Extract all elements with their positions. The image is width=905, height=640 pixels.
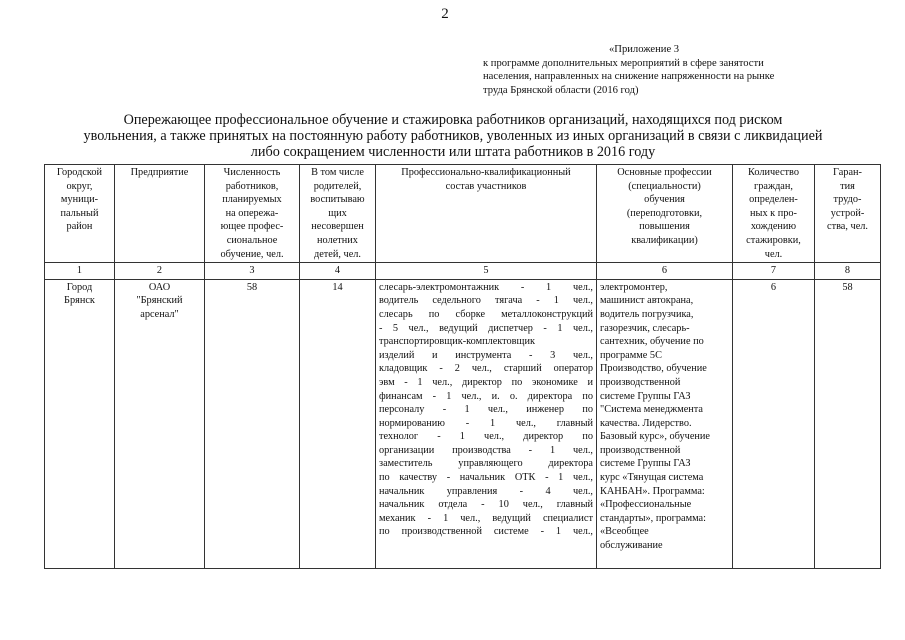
title-line: Опережающее профессиональное обучение и стажировка работников организаций, находящихся под риском — [123, 112, 783, 128]
header-text-line: Предприятие — [130, 167, 189, 178]
column-number-row — [45, 263, 881, 280]
header-text-line: муници- — [60, 194, 99, 206]
header-composition — [376, 165, 597, 263]
training-table — [44, 164, 881, 569]
appendix-line: к программе дополнительных мероприятий в сфере занятости — [483, 57, 764, 69]
header-text-line: обучения — [644, 194, 685, 206]
header-enterprise — [115, 165, 205, 263]
enterprise-line: "Брянский — [136, 295, 183, 307]
profession-line: машинист автокрана, — [600, 295, 694, 307]
profession-line: курс «Тянущая система — [600, 472, 704, 484]
cell-guarantee: 58 — [815, 279, 881, 568]
composition-line: кладовщик - 2 чел., старший оператор — [379, 363, 593, 375]
header-text-line: состав участников — [445, 180, 527, 192]
profession-line: электромонтер, — [600, 281, 668, 293]
composition-line: заместитель управляющего директора — [379, 458, 593, 470]
header-row — [45, 165, 881, 263]
profession-line: газорезчик, слесарь- — [600, 322, 690, 334]
profession-line: обслуживание — [600, 540, 663, 552]
header-text-line: на опережа- — [225, 207, 279, 219]
page-number: 2 — [441, 6, 449, 22]
header-text-line: устрой- — [830, 207, 865, 219]
appendix-line: труда Брянской области (2016 год) — [483, 84, 639, 96]
profession-line: системе Группы ГАЗ — [600, 390, 691, 402]
header-guarantee — [815, 165, 881, 263]
title-line: либо сокращением численности или штата работников в 2016 году — [250, 144, 656, 160]
composition-line: механик - 1 чел., ведущий специалист — [379, 512, 593, 524]
profession-line: «Профессиональные — [600, 499, 692, 511]
header-professions — [597, 165, 733, 263]
composition-line: слесарь-электромонтажник - 1 чел., — [379, 281, 593, 293]
header-planned — [205, 165, 300, 263]
district-line: Брянск — [64, 295, 95, 307]
header-text-line: планируемых — [222, 194, 282, 206]
enterprise-line: арсенал" — [140, 308, 179, 320]
profession-line: «Всеобщее — [600, 526, 649, 538]
document-title — [28, 112, 878, 160]
profession-line: стандарты», программа: — [600, 512, 706, 524]
cell-parents: 14 — [300, 279, 376, 568]
header-text-line: район — [66, 221, 93, 233]
header-text-line: ных к про- — [750, 207, 797, 219]
column-number: 8 — [815, 263, 881, 280]
composition-line: финансам - 1 чел., и. о. директора по — [379, 390, 593, 402]
header-text-line: тия — [840, 180, 855, 192]
header-text-line: Городской — [56, 167, 103, 178]
header-text-line: В том числе — [311, 167, 364, 178]
profession-line: Базовый курс», обучение — [600, 431, 711, 443]
header-text-line: чел. — [764, 248, 783, 260]
header-text-line: нолетних — [317, 234, 358, 246]
header-text-line: ства, чел. — [827, 221, 868, 233]
profession-line: системе Группы ГАЗ — [600, 458, 691, 470]
composition-line: изделий и инструмента - 3 чел., — [379, 349, 593, 361]
cell-internship: 6 — [733, 279, 815, 568]
composition-line: слесарь по сборке металлоконструкций — [379, 308, 593, 320]
header-text-line: щих — [328, 207, 347, 219]
composition-line: транспортировщик-комплектовщик — [379, 336, 535, 348]
header-text-line: Основные профессии — [617, 167, 712, 178]
header-text-line: граждан, — [754, 180, 793, 192]
title-line: увольнения, а также принятых на постоянную работу работников, уволенных из иных организаций в связи с ликвидацией — [83, 128, 823, 144]
composition-line: эвм - 1 чел., директор по экономике и — [379, 376, 593, 388]
composition-line: организации производства - 1 чел., — [379, 444, 593, 456]
profession-line: производственной — [600, 444, 681, 456]
profession-line: водитель погрузчика, — [600, 308, 694, 320]
district-line: Город — [66, 281, 93, 293]
composition-line: - 5 чел., ведущий диспетчер - 1 чел., — [379, 322, 593, 334]
profession-line: "Система менеджмента — [600, 404, 703, 416]
profession-line: КАНБАН». Программа: — [600, 485, 705, 497]
header-internship — [733, 165, 815, 263]
header-text-line: (специальности) — [628, 180, 701, 192]
composition-line: начальник отдела - 10 чел., главный — [379, 499, 593, 511]
header-text-line: хождению — [750, 221, 797, 233]
header-district — [45, 165, 115, 263]
profession-line: Производство, обучение — [600, 363, 707, 375]
appendix-line: «Приложение 3 — [609, 44, 680, 55]
header-text-line: сиональное — [226, 234, 278, 246]
header-text-line: определен- — [749, 194, 798, 206]
header-parents — [300, 165, 376, 263]
column-number: 4 — [300, 263, 376, 280]
header-text-line: трудо- — [833, 194, 862, 206]
header-text-line: обучение, чел. — [220, 248, 284, 260]
column-number: 7 — [733, 263, 815, 280]
cell-professions — [597, 279, 733, 568]
column-number: 5 — [376, 263, 597, 280]
appendix-line: населения, направленных на снижение напряженности на рынке — [483, 71, 775, 82]
composition-line: нормированию - 1 чел., главный — [379, 417, 593, 429]
profession-line: качества. Лидерство. — [600, 417, 692, 429]
cell-district — [45, 279, 115, 568]
column-number: 2 — [115, 263, 205, 280]
header-text-line: округ, — [66, 180, 93, 192]
enterprise-line: ОАО — [148, 281, 171, 293]
header-text-line: Профессионально-квалификационный — [401, 167, 571, 178]
column-number: 6 — [597, 263, 733, 280]
cell-enterprise — [115, 279, 205, 568]
profession-line: программе 5С — [600, 349, 662, 361]
header-text-line: ющее профес- — [220, 221, 284, 233]
header-text-line: повышения — [639, 221, 690, 233]
header-text-line: Численность — [223, 167, 281, 178]
column-number: 3 — [205, 263, 300, 280]
composition-line: по производственной системе - 1 чел., — [379, 526, 593, 538]
header-text-line: стажировки, — [746, 234, 801, 246]
cell-composition — [376, 279, 597, 568]
header-text-line: родителей, — [313, 180, 362, 192]
table-row — [45, 279, 881, 568]
header-text-line: работников, — [225, 180, 279, 192]
profession-line: производственной — [600, 376, 681, 388]
profession-line: сантехник, обучение по — [600, 336, 704, 348]
header-text-line: детей, чел. — [314, 248, 361, 260]
header-text-line: пальный — [60, 207, 99, 219]
header-text-line: несовершен — [311, 221, 364, 233]
column-number: 1 — [45, 263, 115, 280]
cell-planned: 58 — [205, 279, 300, 568]
header-text-line: воспитываю — [310, 194, 365, 206]
header-text-line: (переподготовки, — [626, 207, 703, 219]
composition-line: начальник управления - 4 чел., — [379, 485, 593, 497]
composition-line: по качеству - начальник ОТК - 1 чел., — [379, 472, 593, 484]
composition-line: технолог - 1 чел., директор по — [379, 431, 593, 443]
header-text-line: Количество — [747, 167, 800, 178]
composition-line: водитель седельного тягача - 1 чел., — [379, 295, 593, 307]
appendix-note — [483, 43, 774, 97]
header-text-line: Гаран- — [833, 167, 862, 178]
header-text-line: квалификации) — [631, 234, 698, 246]
composition-line: персоналу - 1 чел., инженер по — [379, 404, 593, 416]
